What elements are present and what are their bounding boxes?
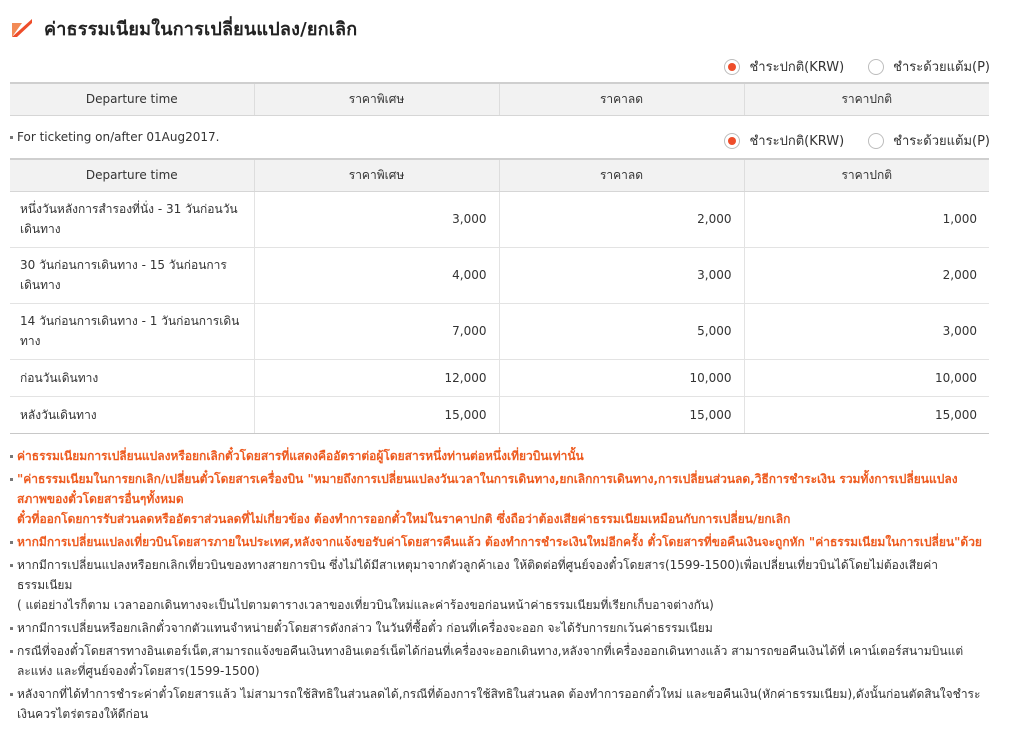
discount-fee-cell: 5,000 <box>499 303 744 359</box>
table-row <box>10 247 989 303</box>
radio-regular-label: ชำระปกติ(KRW) <box>749 60 845 75</box>
period-cell <box>10 247 254 303</box>
bullet-icon <box>10 478 13 481</box>
bullet-icon <box>10 627 13 630</box>
period-cell <box>10 303 254 359</box>
radio-points-payment[interactable] <box>868 56 990 77</box>
regular-fee-cell: 10,000 <box>744 359 989 396</box>
radio-points-label: ชำระด้วยแต้ม(P) <box>893 60 990 75</box>
bullet-icon <box>10 564 13 567</box>
ticketing-date-note <box>10 130 219 144</box>
col-header-discount: ราคาลด <box>499 159 744 191</box>
radio-unchecked-icon[interactable] <box>868 59 884 75</box>
period-cell: หลังวันเดินทาง <box>10 396 254 433</box>
ticketing-date-text: For ticketing on/after 01Aug2017. <box>17 130 220 144</box>
period-line: 30 วันก่อนการเดินทาง - 15 วันก่อนการ <box>20 258 227 272</box>
fee-notes <box>10 446 995 727</box>
note-item <box>10 641 995 681</box>
fee-table <box>10 158 989 434</box>
discount-fee-cell: 15,000 <box>499 396 744 433</box>
regular-fee-cell: 15,000 <box>744 396 989 433</box>
note-item <box>10 446 995 466</box>
note-line: หลังจากที่ได้ทำการชำระค่าตั๋วโดยสารแล้ว ไม่สามารถใช้สิทธิในส่วนลดได้,กรณีที่ต้องการใช้สิทธิในส่วนลด ต้องทำการออกตั๋วใหม่ และขอคืนเงิน(หักค่าธรรมเนียม),ดังนั้นก่อนตัดสินใจชำระ <box>17 687 981 701</box>
table-row <box>10 303 989 359</box>
fee-table-header-only <box>10 82 989 116</box>
radio-regular-payment[interactable] <box>724 56 844 77</box>
note-line: หากมีการเปลี่ยนแปลงหรือยกเลิกเที่ยวบินของทางสายการบิน ซึ่งไม่ได้มีสาเหตุมาจากตัวลูกค้าเอง ให้ติดต่อที่ศูนย์จองตั๋วโดยสาร(1599-1500)เพื่อเปลี่ยนเที่ยวบินได้โดยไม่ต้องเสียค่า <box>17 558 938 572</box>
radio-points-label: ชำระด้วยแต้ม(P) <box>893 134 990 149</box>
radio-checked-icon[interactable] <box>724 133 740 149</box>
radio-regular-payment[interactable] <box>724 130 844 151</box>
period-cell: ก่อนวันเดินทาง <box>10 359 254 396</box>
regular-fee-cell: 3,000 <box>744 303 989 359</box>
col-header-regular: ราคาปกติ <box>744 159 989 191</box>
note-item <box>10 469 995 529</box>
special-fee-cell: 12,000 <box>254 359 499 396</box>
note-line: ธรรมเนียม <box>17 578 73 592</box>
bullet-icon <box>10 541 13 544</box>
note-line: ( แต่อย่างไรก็ตาม เวลาออกเดินทางจะเป็นไปตามตารางเวลาของเที่ยวบินใหม่และค่าร้องขอก่อนหน้าค่าธรรมเนียมที่เรียกเก็บอาจต่างกัน) <box>17 598 714 612</box>
title-bar <box>10 14 357 42</box>
special-fee-cell: 3,000 <box>254 191 499 247</box>
col-header-departure: Departure time <box>10 159 254 191</box>
note-line: ตั๋วที่ออกโดยการรับส่วนลดหรืออัตราส่วนลดที่ไม่เกี่ยวข้อง ต้องทำการออกตั๋วใหม่ในราคาปกติ ซึ่งถือว่าต้องเสียค่าธรรมเนียมเหมือนกับการเปลี่ยน/ยกเลิก <box>17 512 791 526</box>
bullet-icon <box>10 693 13 696</box>
payment-type-selector-top <box>700 56 990 77</box>
radio-regular-label: ชำระปกติ(KRW) <box>749 134 845 149</box>
special-fee-cell: 7,000 <box>254 303 499 359</box>
regular-fee-cell: 2,000 <box>744 247 989 303</box>
note-item <box>10 532 995 552</box>
discount-fee-cell: 10,000 <box>499 359 744 396</box>
note-line: หากมีการเปลี่ยนแปลงเที่ยวบินโดยสารภายในประเทศ,หลังจากแจ้งขอรับค่าโดยสารคืนแล้ว ต้องทำการชำระเงินใหม่อีกครั้ง ตั๋วโดยสารที่ขอคืนเงินจะถูกหัก "ค่าธรรมเนียมในการเปลี่ยน"ด้วย <box>17 535 982 549</box>
radio-unchecked-icon[interactable] <box>868 133 884 149</box>
radio-points-payment[interactable] <box>868 130 990 151</box>
col-header-special: ราคาพิเศษ <box>254 83 499 115</box>
special-fee-cell: 4,000 <box>254 247 499 303</box>
note-item <box>10 684 995 724</box>
note-line: "ค่าธรรมเนียมในการยกเลิก/เปลี่ยนตั๋วโดยสารเครื่องบิน "หมายถึงการเปลี่ยนแปลงวันเวลาในการเดินทาง,ยกเลิกการเดินทาง,การเปลี่ยนส่วนลด,วิธีการชำระเงิน รวมทั้งการเปลี่ยนแปลง <box>17 472 958 486</box>
table-row <box>10 191 989 247</box>
note-line: ละแห่ง และที่ศูนย์จองตั๋วโดยสาร(1599-1500) <box>17 664 260 678</box>
note-line: ค่าธรรมเนียมการเปลี่ยนแปลงหรือยกเลิกตั๋วโดยสารที่แสดงคืออัตราต่อผู้โดยสารหนึ่งท่านต่อหนึ่งเที่ยวบินเท่านั้น <box>17 449 584 463</box>
note-line: หากมีการเปลี่ยนหรือยกเลิกตั๋วจากตัวแทนจำหน่ายตั๋วโดยสารดังกล่าว ในวันที่ซื้อตั๋ว ก่อนที่เครื่องจะออก จะได้รับการยกเว้นค่าธรรมเนียม <box>17 621 713 635</box>
note-line: กรณีที่จองตั๋วโดยสารทางอินเตอร์เน็ต,สามารถแจ้งขอคืนเงินทางอินเตอร์เน็ตได้ก่อนที่เครื่องจะออกเดินทาง,หลังจากที่เครื่องออกเดินทางแล้ว สามารถขอคืนเงินได้ที่ เคาน์เตอร์สนามบินแต่ <box>17 644 964 658</box>
table-row <box>10 359 989 396</box>
discount-fee-cell: 2,000 <box>499 191 744 247</box>
note-item <box>10 618 995 638</box>
bullet-icon <box>10 650 13 653</box>
payment-type-selector <box>700 130 990 151</box>
radio-checked-icon[interactable] <box>724 59 740 75</box>
col-header-regular: ราคาปกติ <box>744 83 989 115</box>
table-header-row <box>10 159 989 191</box>
bullet-icon <box>10 455 13 458</box>
special-fee-cell: 15,000 <box>254 396 499 433</box>
col-header-discount: ราคาลด <box>499 83 744 115</box>
corner-flag-icon <box>10 17 34 39</box>
table-row <box>10 396 989 433</box>
note-item <box>10 555 995 615</box>
period-line: เดินทาง <box>20 222 61 236</box>
bullet-icon <box>10 136 13 139</box>
page-title: ค่าธรรมเนียมในการเปลี่ยนแปลง/ยกเลิก <box>44 18 358 40</box>
note-line: เงินควรไตร่ตรองให้ดีก่อน <box>17 707 149 721</box>
period-line: เดินทาง <box>20 278 61 292</box>
period-line: ทาง <box>20 334 41 348</box>
period-line: หนึ่งวันหลังการสำรองที่นั่ง - 31 วันก่อนวัน <box>20 202 238 216</box>
period-cell <box>10 191 254 247</box>
note-line: สภาพของตั๋วโดยสารอื่นๆทั้งหมด <box>17 492 184 506</box>
table-header-row <box>10 83 989 115</box>
col-header-departure: Departure time <box>10 83 254 115</box>
col-header-special: ราคาพิเศษ <box>254 159 499 191</box>
discount-fee-cell: 3,000 <box>499 247 744 303</box>
regular-fee-cell: 1,000 <box>744 191 989 247</box>
period-line: 14 วันก่อนการเดินทาง - 1 วันก่อนการเดิน <box>20 314 240 328</box>
